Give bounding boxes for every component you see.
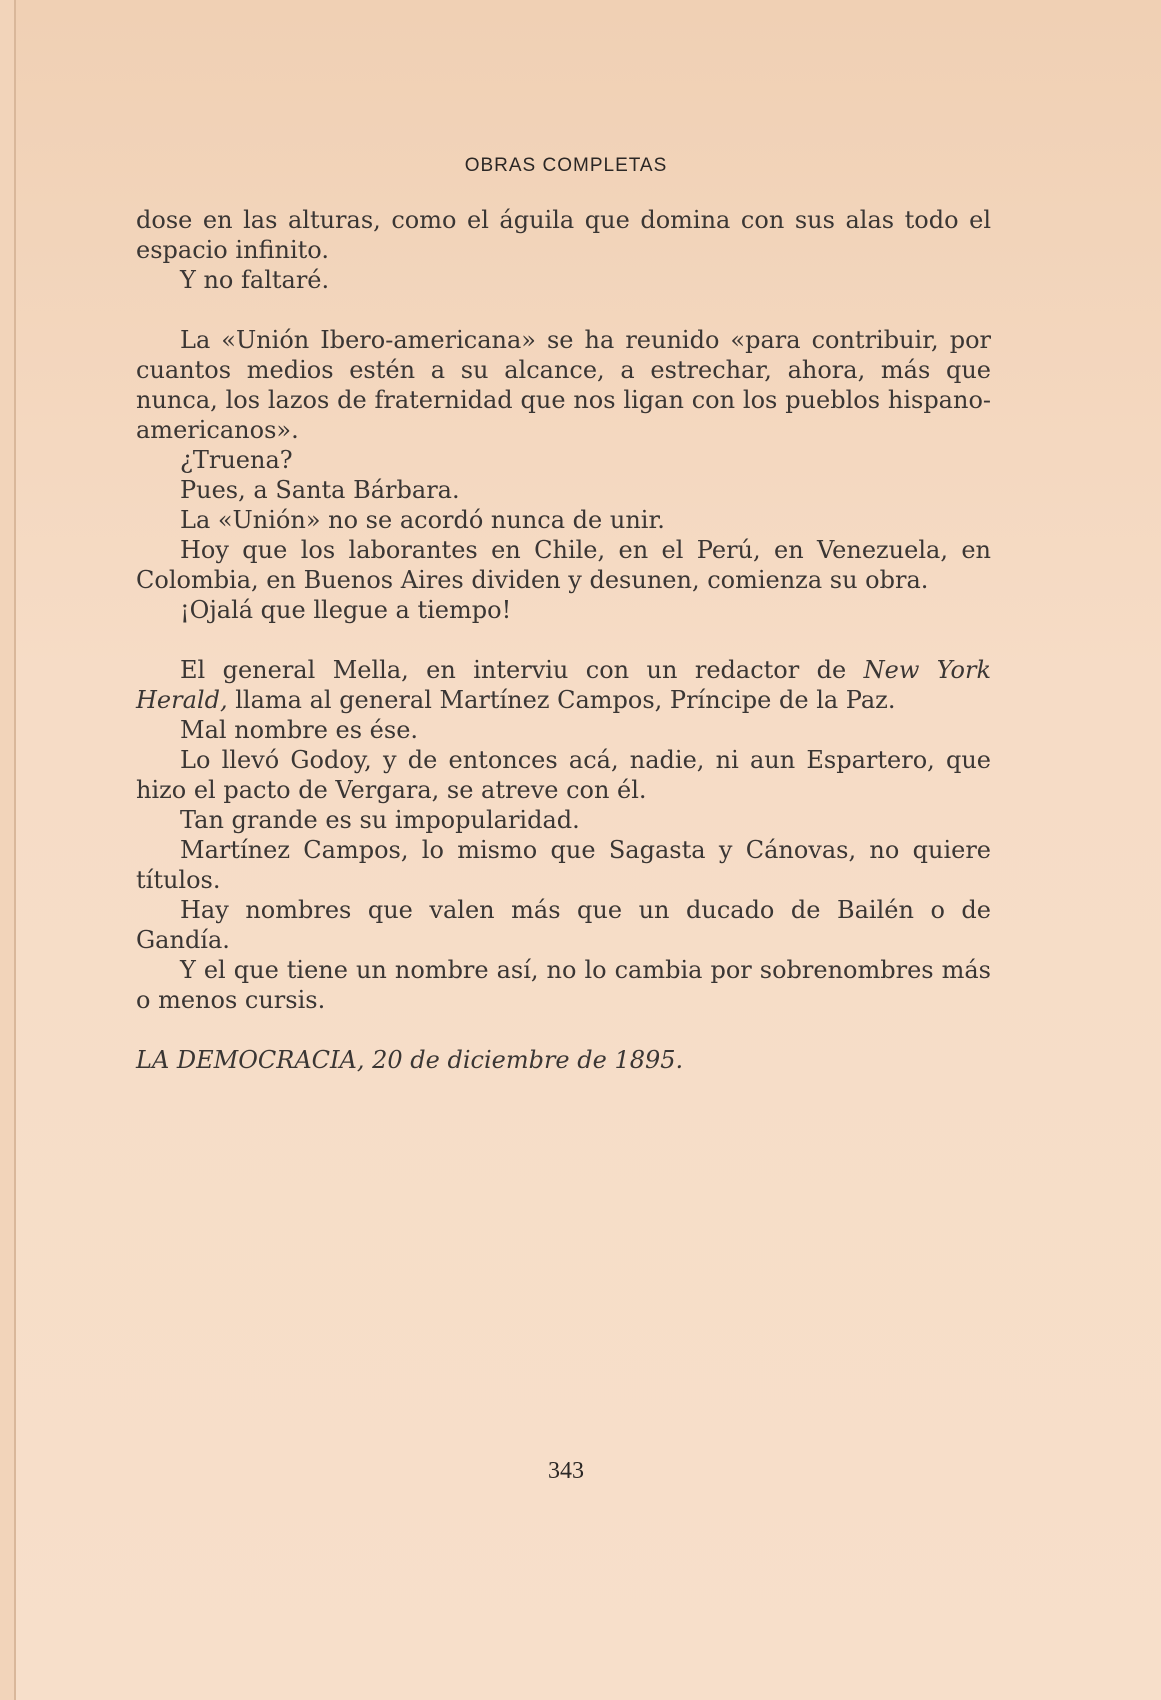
- section-gap: [136, 1015, 991, 1045]
- body-text: [136, 205, 991, 1075]
- paragraph-13: Martínez Campos, lo mismo que Sagasta y Cánovas, no quiere títulos.: [136, 836, 991, 894]
- paragraph-12: Tan grande es su impopularidad.: [180, 806, 580, 834]
- paragraph-9-before: El general Mella, en interviu con un redactor de: [180, 656, 864, 684]
- paragraph-4: ¿Truena?: [180, 446, 293, 474]
- paragraph-8: ¡Ojalá que llegue a tiempo!: [180, 596, 512, 624]
- paragraph-3: La «Unión Ibero-americana» se ha reunido «para contribuir, por cuantos medios estén a su alcance, a estrechar, ahora, más que nunca, los lazos de fraternidad que nos ligan con los pueblos hispano-americanos».: [136, 326, 991, 444]
- paragraph-10: Mal nombre es ése.: [180, 716, 419, 744]
- paragraph-2: Y no faltaré.: [180, 266, 330, 294]
- paragraph-1: dose en las alturas, como el águila que domina con sus alas todo el espacio infinito.: [136, 206, 991, 264]
- paragraph-15: Y el que tiene un nombre así, no lo cambia por sobrenombres más o menos cursis.: [136, 956, 991, 1014]
- paragraph-7: Hoy que los laborantes en Chile, en el Perú, en Venezuela, en Colombia, en Buenos Aires dividen y desunen, comienza su obra.: [136, 536, 991, 594]
- newspaper-title: New York Herald,: [136, 656, 992, 714]
- paragraph-9-after: llama al general Martínez Campos, Príncipe de la Paz.: [227, 686, 896, 714]
- paragraph-14: Hay nombres que valen más que un ducado de Bailén o de Gandía.: [136, 896, 991, 954]
- paragraph-11: Lo llevó Godoy, y de entonces acá, nadie, ni aun Espartero, que hizo el pacto de Vergara, se atreve con él.: [136, 746, 991, 804]
- running-header: OBRAS COMPLETAS: [464, 155, 668, 176]
- signature-line: LA DEMOCRACIA, 20 de diciembre de 1895.: [136, 1046, 684, 1074]
- paragraph-5: Pues, a Santa Bárbara.: [180, 476, 460, 504]
- page-number: 343: [548, 1458, 584, 1484]
- section-gap: [136, 295, 991, 325]
- paragraph-6: La «Unión» no se acordó nunca de unir.: [180, 506, 665, 534]
- page-spine: [0, 0, 14, 1700]
- book-page: [14, 0, 1161, 1700]
- paragraph-9: [136, 655, 991, 715]
- section-gap: [136, 625, 991, 655]
